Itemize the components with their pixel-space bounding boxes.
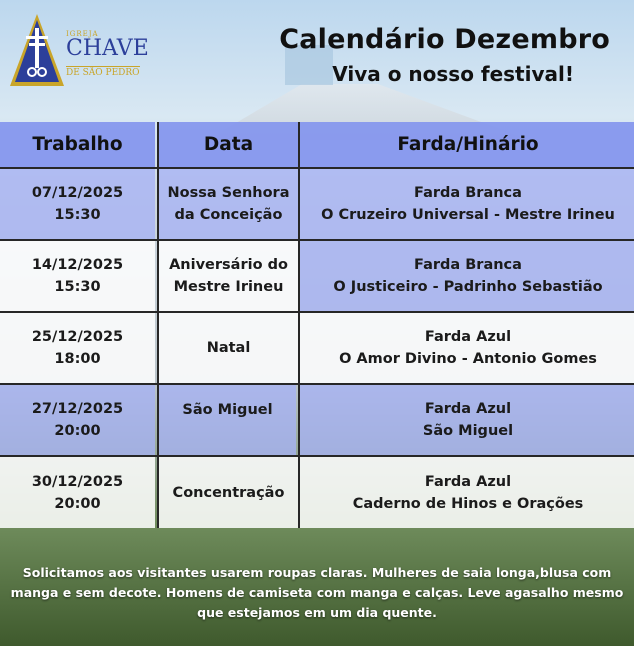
notice-line-1: Solicitamos aos visitantes usarem roupas claras. Mulheres de saia longa,blusa com (22, 565, 612, 580)
farda-cell (298, 313, 634, 383)
brand-name: CHAVE (66, 36, 149, 61)
event-line-2: da Conceição (174, 207, 283, 223)
time-text: 15:30 (54, 279, 101, 295)
table-row (0, 385, 634, 457)
farda-text: Farda Azul (424, 473, 512, 490)
trabalho-cell (0, 313, 155, 383)
table-row (0, 169, 634, 241)
farda-text: Farda Azul (424, 401, 512, 417)
notice-line-2: manga e sem decote. Homens de camiseta com manga e calças. Leve agasalho mesmo (10, 585, 624, 600)
hinario-text: São Miguel (422, 423, 514, 439)
hinario-text: O Justiceiro - Padrinho Sebastião (333, 279, 603, 295)
farda-cell (298, 457, 634, 528)
church-logo-icon (6, 12, 68, 90)
date-text: 30/12/2025 (31, 473, 124, 490)
data-cell (157, 169, 298, 239)
table-header-row (0, 122, 634, 169)
time-text: 18:00 (54, 351, 101, 367)
event-line-1: Natal (206, 340, 251, 356)
hinario-text: Caderno de Hinos e Orações (352, 495, 584, 512)
time-text: 15:30 (54, 207, 101, 223)
visitor-notice (0, 563, 634, 623)
page-subtitle: Viva o nosso festival! (332, 62, 574, 86)
column-header-trabalho: Trabalho (0, 122, 155, 167)
data-cell (157, 313, 298, 383)
hinario-text: O Amor Divino - Antonio Gomes (339, 351, 597, 367)
table-row (0, 241, 634, 313)
date-text: 07/12/2025 (31, 185, 124, 201)
farda-text: Farda Branca (414, 257, 522, 273)
trabalho-cell (0, 169, 155, 239)
notice-line-3: que estejamos em um dia quente. (197, 605, 437, 620)
event-line-1: Concentração (172, 484, 285, 501)
trabalho-cell (0, 457, 155, 528)
data-cell (157, 241, 298, 311)
data-cell (157, 457, 298, 528)
trabalho-cell (0, 385, 155, 455)
brand-small-text: IGREJA (66, 30, 99, 38)
date-text: 27/12/2025 (31, 401, 124, 417)
time-text: 20:00 (54, 495, 101, 512)
event-line-2: Mestre Irineu (173, 279, 284, 295)
page-title: Calendário Dezembro (279, 24, 610, 55)
table-row (0, 457, 634, 528)
farda-cell (298, 385, 634, 455)
farda-text: Farda Branca (414, 185, 522, 201)
column-header-data: Data (157, 122, 298, 167)
date-text: 14/12/2025 (31, 257, 124, 273)
farda-cell (298, 241, 634, 311)
column-header-farda: Farda/Hinário (298, 122, 634, 167)
date-text: 25/12/2025 (31, 329, 124, 345)
table-row (0, 313, 634, 385)
brand-sub-text: DE SÃO PEDRO (66, 68, 140, 78)
farda-cell (298, 169, 634, 239)
event-line-1: Nossa Senhora (167, 185, 290, 201)
church-brand (66, 30, 149, 79)
event-line-1: Aniversário do (169, 257, 288, 273)
hinario-text: O Cruzeiro Universal - Mestre Irineu (321, 207, 615, 223)
event-line-1: São Miguel (182, 402, 273, 418)
time-text: 20:00 (54, 423, 101, 439)
farda-text: Farda Azul (424, 329, 512, 345)
trabalho-cell (0, 241, 155, 311)
data-cell (157, 385, 296, 455)
